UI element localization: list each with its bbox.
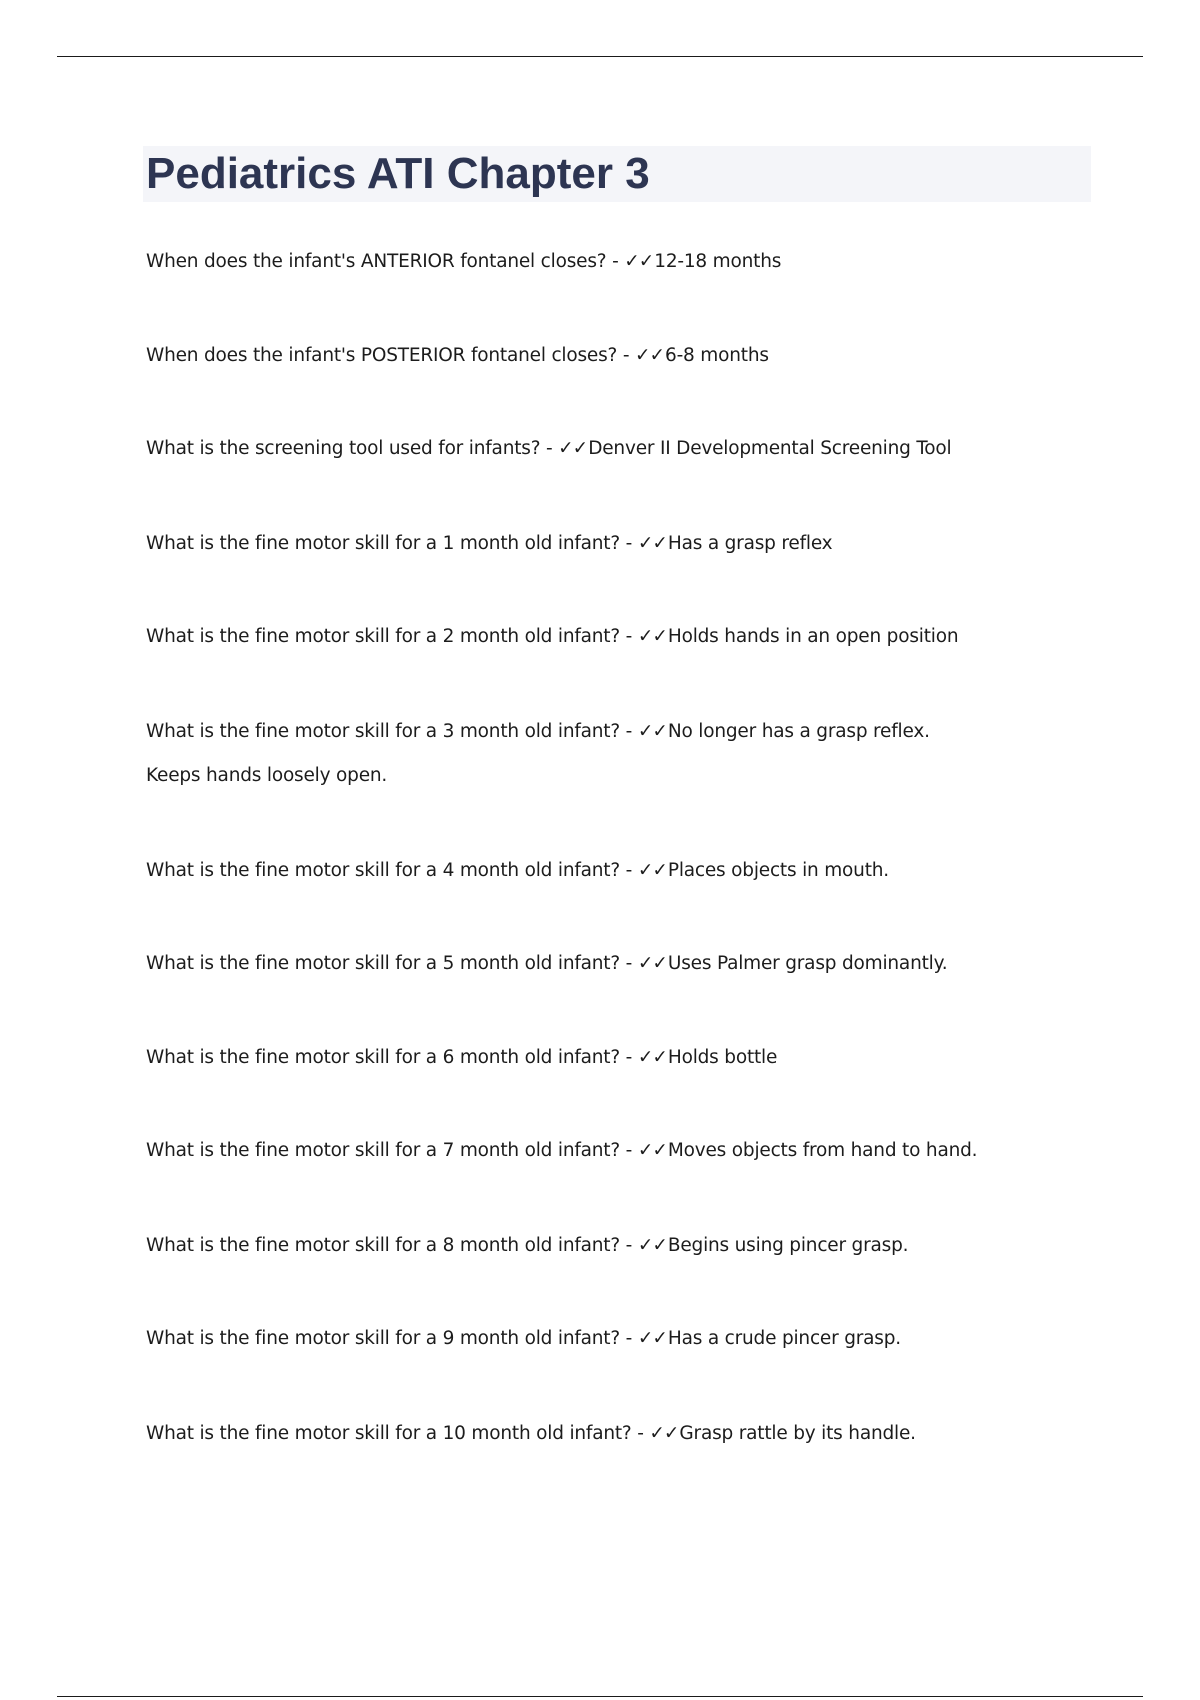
double-check-icon: ✓✓ [637, 860, 667, 881]
double-check-icon: ✓✓ [649, 1423, 679, 1444]
qa-item [146, 522, 832, 566]
answer-text: Uses Palmer grasp dominantly. [667, 953, 948, 974]
double-check-icon: ✓✓ [637, 1235, 667, 1256]
separator: - [606, 251, 625, 272]
double-check-icon: ✓✓ [637, 1140, 667, 1161]
qa-item [146, 240, 781, 284]
separator: - [617, 345, 635, 366]
question-text: What is the fine motor skill for a 8 month old infant? [146, 1235, 620, 1256]
question-text: What is the fine motor skill for a 3 month old infant? [146, 721, 620, 742]
qa-item [146, 1317, 901, 1361]
separator: - [620, 533, 638, 554]
answer-text: Has a grasp reflex [667, 533, 833, 554]
separator: - [620, 860, 638, 881]
question-text: What is the fine motor skill for a 6 month old infant? [146, 1047, 620, 1068]
answer-text: Has a crude pincer grasp. [667, 1328, 901, 1349]
double-check-icon: ✓✓ [558, 438, 588, 459]
qa-item [146, 615, 958, 659]
question-text: What is the fine motor skill for a 4 month old infant? [146, 860, 620, 881]
qa-item [146, 1129, 977, 1173]
qa-item [146, 710, 930, 798]
double-check-icon: ✓✓ [637, 1047, 667, 1068]
qa-item [146, 1036, 777, 1080]
answer-continuation: Keeps hands loosely open. [146, 765, 388, 786]
question-text: What is the fine motor skill for a 1 month old infant? [146, 533, 620, 554]
question-text: What is the fine motor skill for a 9 month old infant? [146, 1328, 620, 1349]
qa-item [146, 1412, 916, 1456]
qa-item [146, 334, 769, 378]
qa-item [146, 1224, 908, 1268]
answer-text: Denver II Developmental Screening Tool [588, 438, 952, 459]
separator: - [631, 1423, 650, 1444]
answer-text: 6-8 months [665, 345, 769, 366]
separator: - [620, 1328, 638, 1349]
question-text: When does the infant's ANTERIOR fontanel closes? [146, 251, 607, 272]
answer-text: Grasp rattle by its handle. [679, 1423, 916, 1444]
question-text: What is the fine motor skill for a 2 month old infant? [146, 626, 620, 647]
question-text: What is the fine motor skill for a 7 month old infant? [146, 1140, 620, 1161]
separator: - [620, 1140, 638, 1161]
question-text: What is the screening tool used for infants? [146, 438, 541, 459]
question-text: What is the fine motor skill for a 10 month old infant? [146, 1423, 632, 1444]
question-text: What is the fine motor skill for a 5 month old infant? [146, 953, 620, 974]
separator: - [620, 953, 638, 974]
double-check-icon: ✓✓ [637, 626, 667, 647]
question-text: When does the infant's POSTERIOR fontanel closes? [146, 345, 618, 366]
answer-text: Begins using pincer grasp. [667, 1235, 909, 1256]
double-check-icon: ✓✓ [624, 251, 654, 272]
top-rule [57, 56, 1143, 57]
separator: - [540, 438, 559, 459]
answer-text: No longer has a grasp reflex. [667, 721, 930, 742]
qa-item [146, 427, 951, 471]
answer-text: Moves objects from hand to hand. [667, 1140, 978, 1161]
qa-item [146, 942, 947, 986]
qa-item [146, 849, 889, 893]
double-check-icon: ✓✓ [637, 533, 667, 554]
separator: - [620, 1047, 638, 1068]
double-check-icon: ✓✓ [637, 721, 667, 742]
double-check-icon: ✓✓ [635, 345, 665, 366]
bottom-rule [57, 1696, 1143, 1697]
separator: - [620, 626, 638, 647]
separator: - [620, 721, 638, 742]
answer-text: Holds bottle [667, 1047, 778, 1068]
page-title: Pediatrics ATI Chapter 3 [146, 149, 650, 198]
double-check-icon: ✓✓ [637, 1328, 667, 1349]
answer-text: Holds hands in an open position [667, 626, 959, 647]
answer-text: Places objects in mouth. [667, 860, 889, 881]
answer-text: 12-18 months [654, 251, 782, 272]
separator: - [620, 1235, 638, 1256]
double-check-icon: ✓✓ [637, 953, 667, 974]
